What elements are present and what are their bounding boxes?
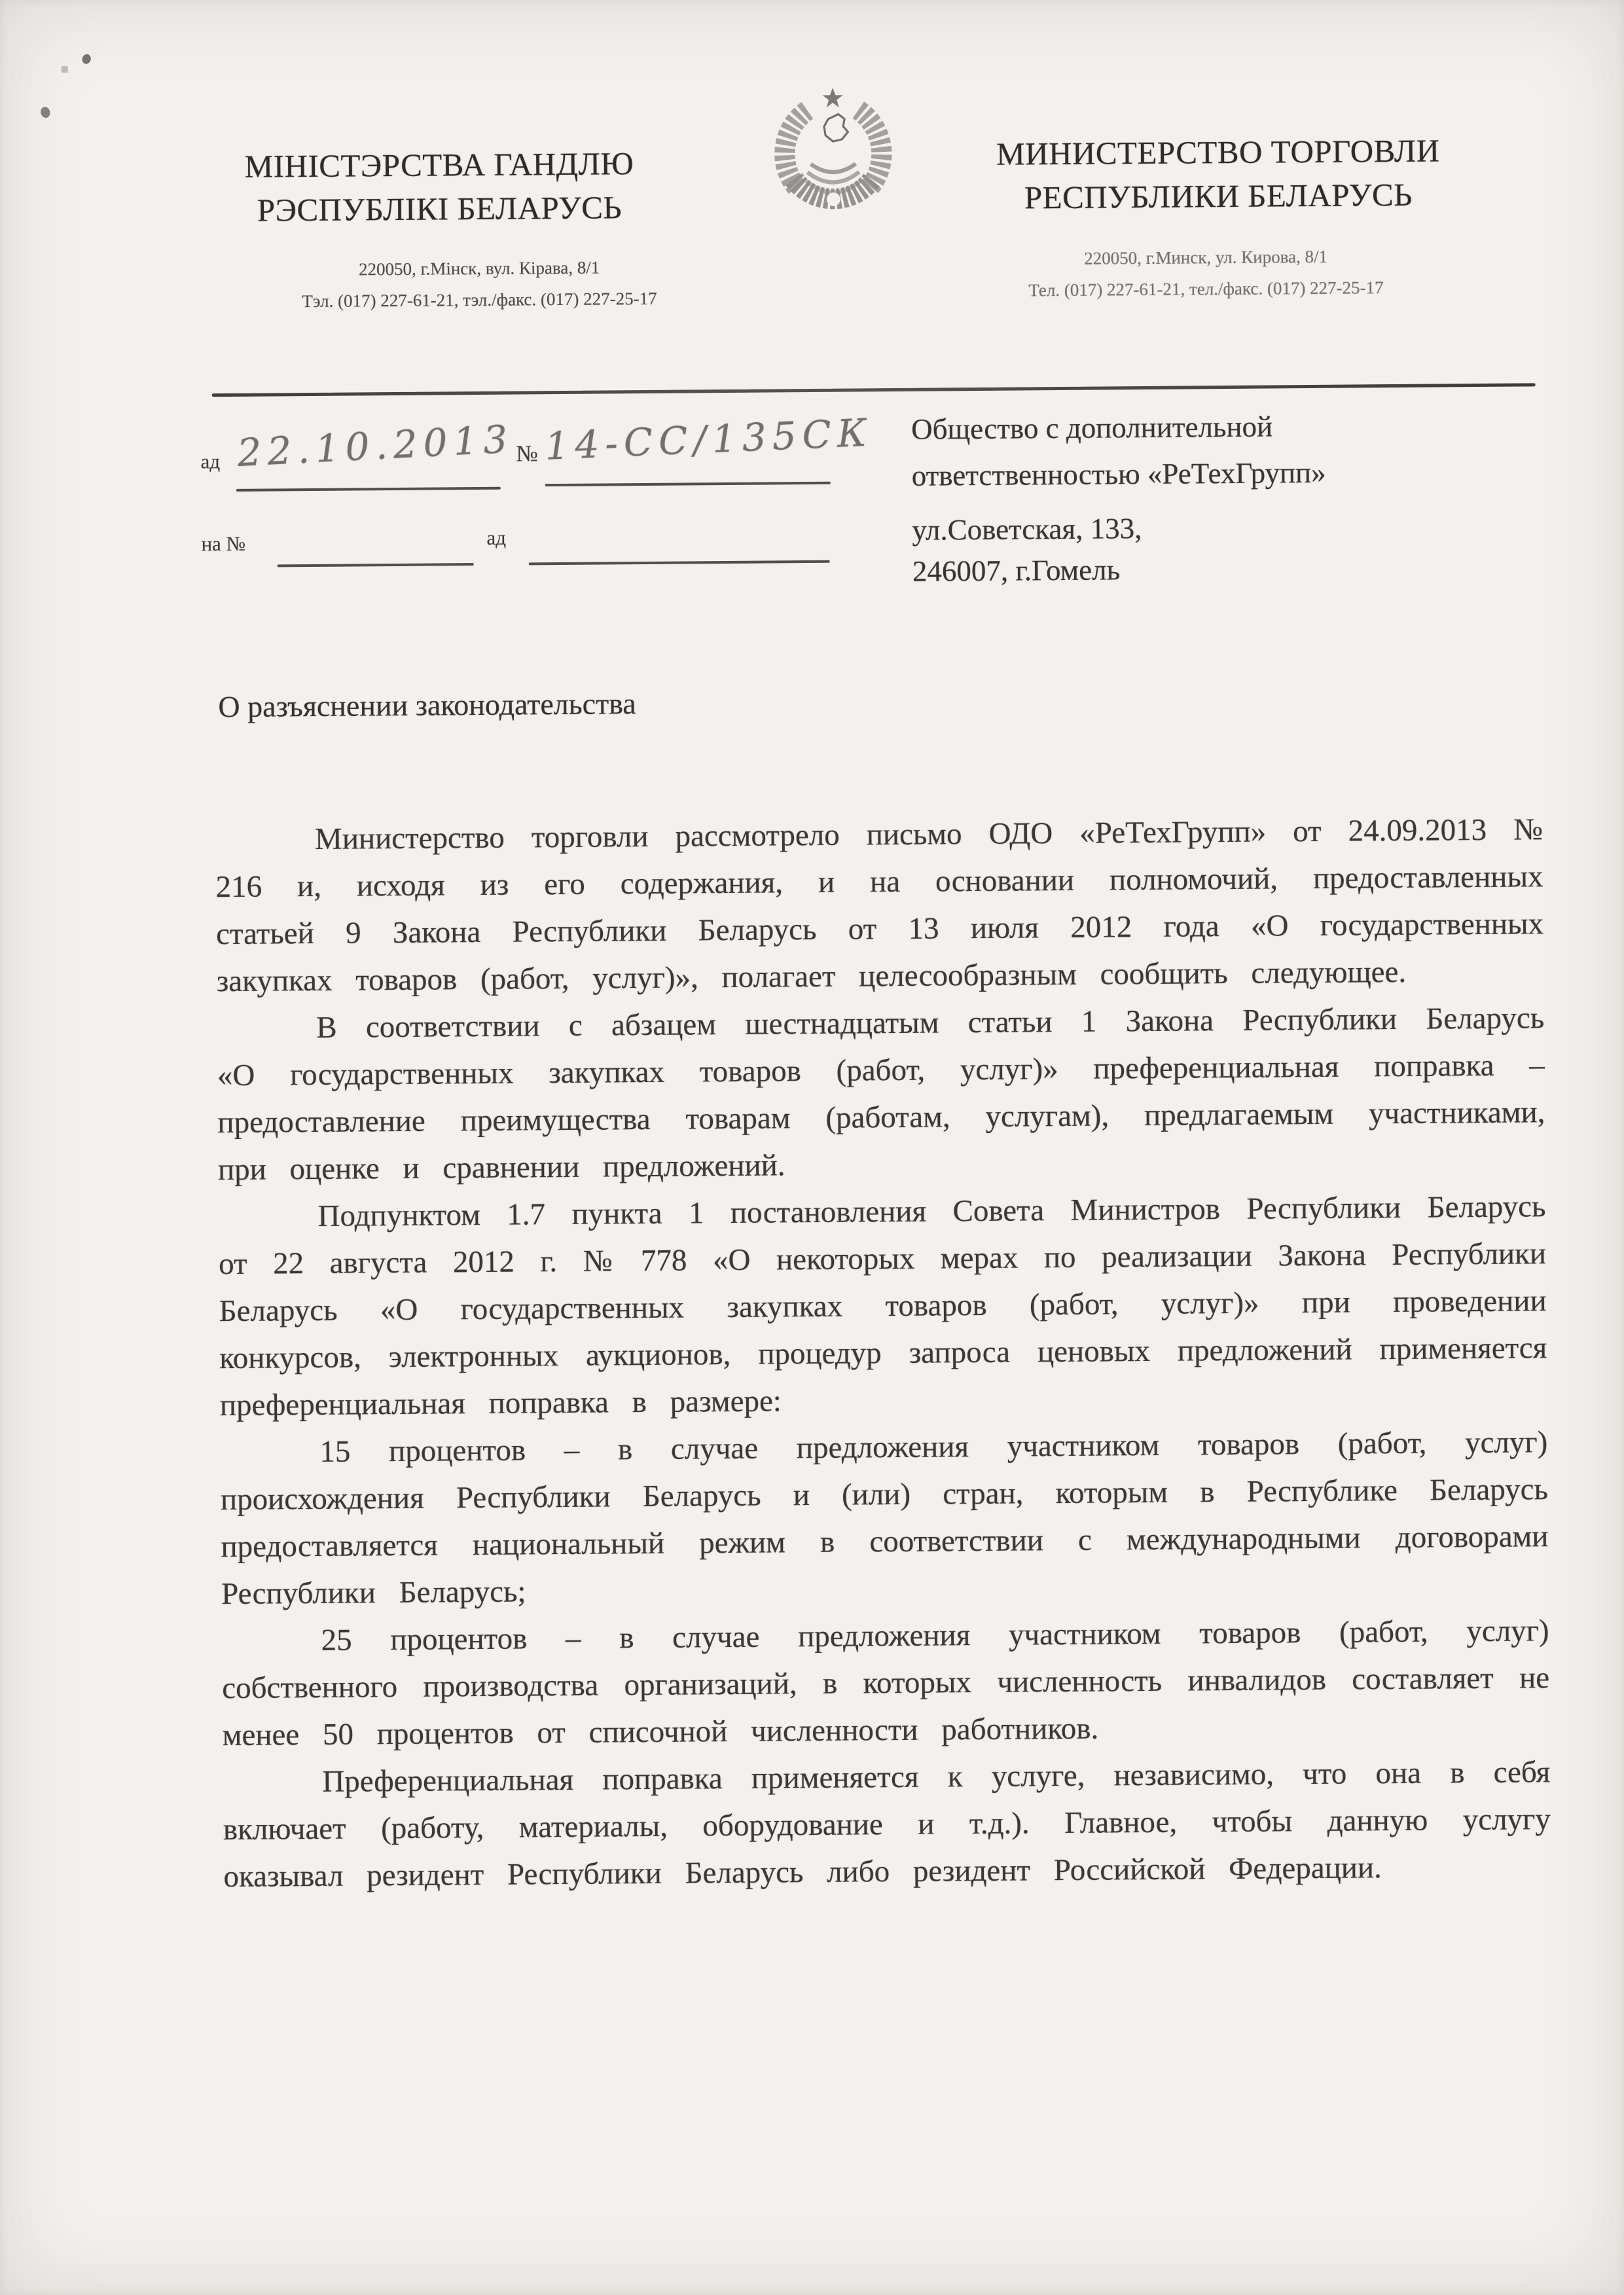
recipient-street: ул.Советская, 133, bbox=[912, 512, 1142, 547]
ministry-name-ru-line1: МИНИСТЕРСТВО ТОРГОВЛИ bbox=[996, 132, 1440, 172]
phone-line: Тел. (017) 227-61-21, тел./факс. (017) 227-25-17 bbox=[1028, 278, 1384, 300]
ink-speck bbox=[81, 53, 92, 65]
ministry-address-russian bbox=[990, 240, 1422, 306]
body-paragraph: Министерство торговли рассмотрело письмо ОДО «РеТехГрупп» от 24.09.2013 № 216 и, исходя из его содержания, и на основании полномочий, предоставленных статьей 9 Закона Республики Беларусь от 13 июля 2012 года «О государственных закупках товаров (работ, услуг)», полагает целесообразным сообщить следующее. bbox=[215, 812, 1544, 999]
address-line: 220050, г.Минск, ул. Кирова, 8/1 bbox=[1084, 246, 1328, 268]
coat-of-arms-belarus-icon bbox=[765, 83, 902, 221]
outgoing-number-handwritten: 14-СС/135СК bbox=[544, 410, 874, 469]
reply-number-underline bbox=[278, 563, 474, 567]
reply-number-label: на № bbox=[201, 532, 246, 556]
outgoing-number-label: № bbox=[516, 441, 538, 467]
recipient-block bbox=[911, 401, 1534, 592]
ministry-name-ru-line2: РЕСПУБЛИКИ БЕЛАРУСЬ bbox=[1024, 176, 1413, 216]
recipient-org-line2: ответственностью «РеТехГрупп» bbox=[911, 456, 1326, 492]
body-paragraph: 15 процентов – в случае предложения участником товаров (работ, услуг) происхождения Республики Беларусь и (или) стран, которым в Республике Беларусь предоставляется национальный режим в соответствии с международными договорами Республики Беларусь; bbox=[220, 1425, 1549, 1612]
reply-date-label: ад bbox=[486, 526, 507, 549]
letter-subject: О разъяснении законодательства bbox=[218, 687, 636, 724]
outgoing-date-underline bbox=[236, 487, 501, 492]
recipient-org-line1: Общество с дополнительной bbox=[911, 410, 1273, 446]
letterhead-divider-line bbox=[212, 383, 1536, 397]
phone-line: Тэл. (017) 227-61-21, тэл./факс. (017) 227-25-17 bbox=[302, 288, 657, 312]
ministry-name-russian bbox=[911, 128, 1526, 220]
ministry-address-belarusian bbox=[270, 251, 689, 317]
outgoing-date-label: ад bbox=[200, 450, 221, 473]
outgoing-date-handwritten: 22.10.2013 bbox=[236, 416, 514, 476]
ministry-name-by-line1: МІНІСТЭРСТВА ГАНДЛЮ bbox=[244, 145, 634, 185]
outgoing-number-underline bbox=[545, 482, 831, 486]
ministry-name-by-line2: РЭСПУБЛІКІ БЕЛАРУСЬ bbox=[257, 189, 623, 228]
body-paragraph: Подпунктом 1.7 пункта 1 постановления Совета Министров Республики Беларусь от 22 августа 2012 г. № 778 «О некоторых мерах по реализации Закона Республики Беларусь «О государственных закупках товаров (работ, услуг)» при проведении конкурсов, электронных аукционов, процедур запроса ценовых предложений применяется преференциальная поправка в размере: bbox=[218, 1189, 1547, 1423]
ink-speck bbox=[62, 66, 68, 73]
ministry-name-belarusian bbox=[184, 141, 695, 232]
body-paragraph: 25 процентов – в случае предложения участником товаров (работ, услуг) собственного производства организаций, в которых численность инвалидов составляет не менее 50 процентов от списочной численности работников. bbox=[222, 1614, 1550, 1753]
body-paragraph: В соответствии с абзацем шестнадцатым статьи 1 Закона Республики Беларусь «О государственных закупках товаров (работ, услуг)» преференциальная поправка – предоставление преимущества товарам (работам, услугам), предлагаемым участниками, при оценке и сравнении предложений. bbox=[217, 1001, 1545, 1187]
letter-body bbox=[215, 806, 1551, 1900]
address-line: 220050, г.Мінск, вул. Кірава, 8/1 bbox=[358, 257, 600, 280]
reply-date-underline bbox=[529, 560, 830, 566]
ink-speck bbox=[39, 106, 51, 119]
recipient-city: 246007, г.Гомель bbox=[912, 553, 1121, 588]
body-paragraph: Преференциальная поправка применяется к услуге, независимо, что она в себя включает (работу, материалы, оборудование и т.д.). Главное, чтобы данную услугу оказывал резидент Республики Беларусь либо резидент Российской Федерации. bbox=[223, 1755, 1551, 1894]
